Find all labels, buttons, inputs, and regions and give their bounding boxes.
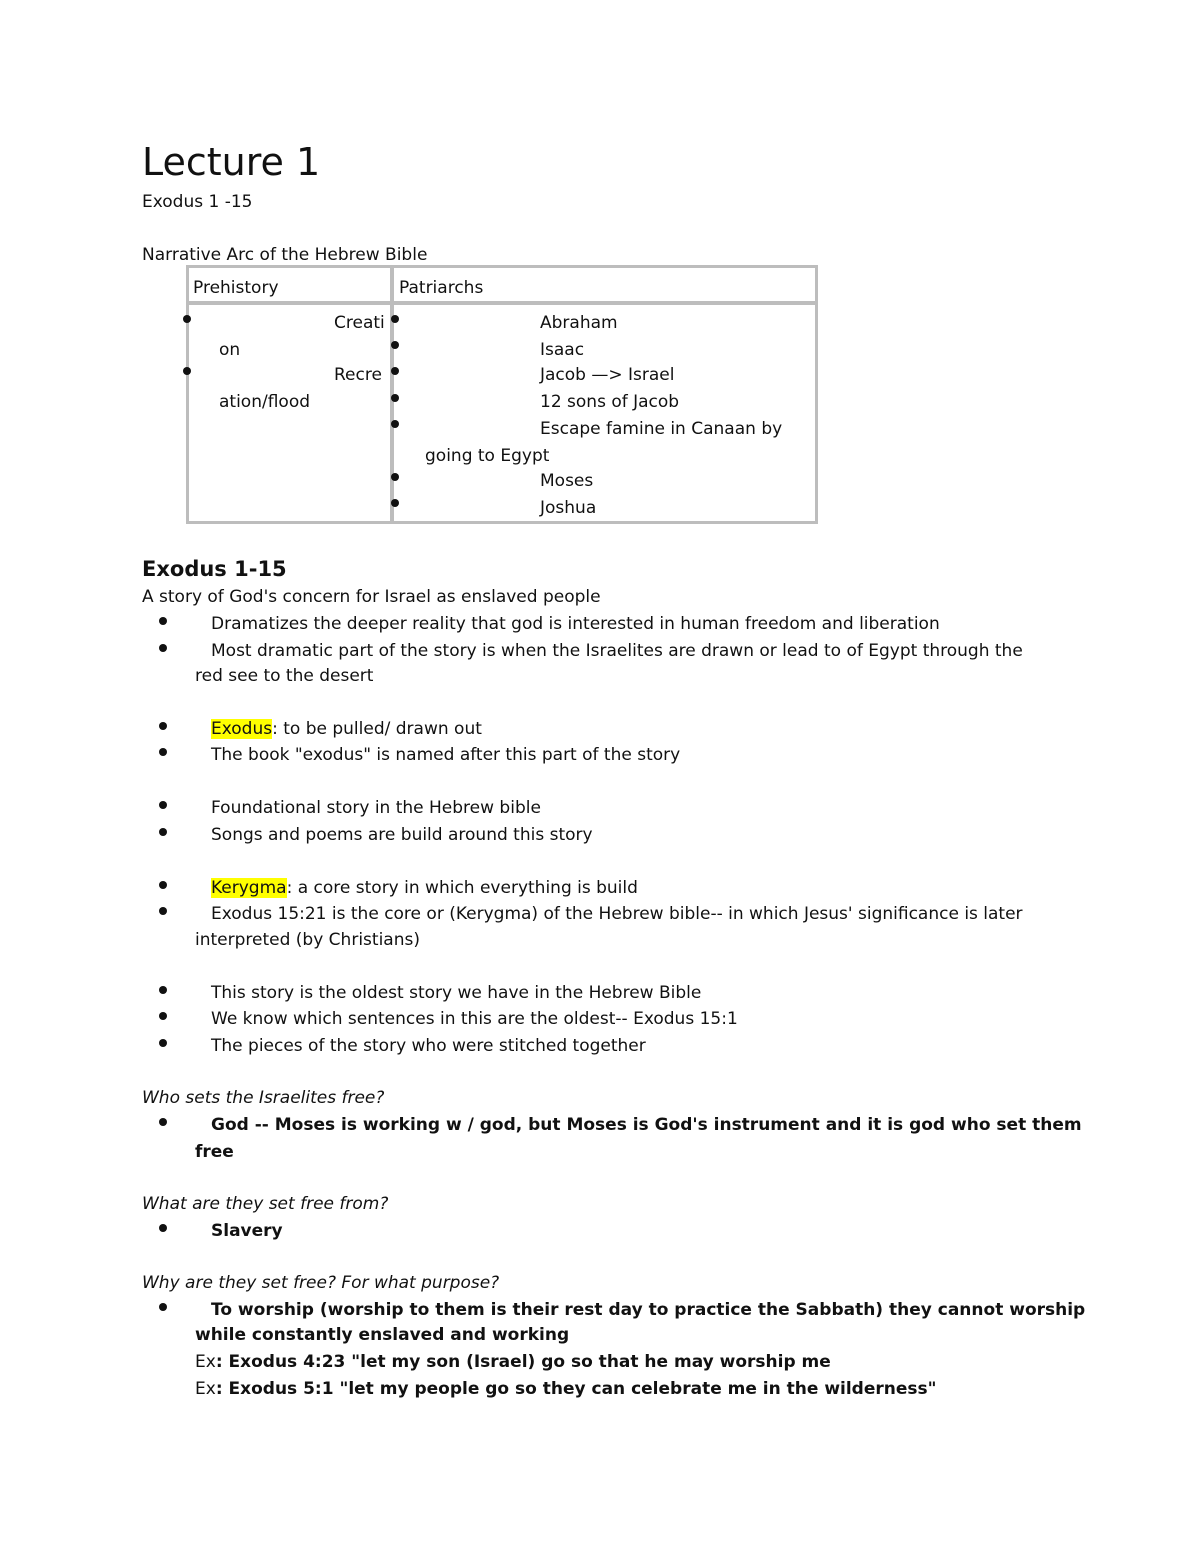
example-line [195, 1350, 831, 1374]
table-header-divider [186, 301, 818, 305]
list-item: Most dramatic part of the story is when the Israelites are drawn or lead to of Egypt through the [211, 641, 1023, 661]
question-who: Who sets the Israelites free? [142, 1088, 385, 1108]
bullet-icon [183, 315, 191, 323]
example-prefix: Ex [195, 1379, 216, 1399]
prehistory-creation-part2: on [219, 340, 241, 360]
bullet-icon [159, 801, 167, 809]
example-text: : Exodus 4:23 "let my son (Israel) go so that he may worship me [215, 1352, 831, 1372]
bullet-icon [159, 748, 167, 756]
question-purpose: Why are they set free? For what purpose? [142, 1273, 500, 1293]
bullet-icon [391, 341, 399, 349]
section-intro: A story of God's concern for Israel as enslaved people [142, 587, 601, 607]
term-definition: : a core story in which everything is build [286, 878, 638, 898]
bullet-icon [391, 394, 399, 402]
list-item-continued: red see to the desert [195, 666, 374, 686]
bullet-icon [159, 722, 167, 730]
list-item-continued: interpreted (by Christians) [195, 930, 420, 950]
example-text: : Exodus 5:1 "let my people go so they can celebrate me in the wilderness" [215, 1379, 937, 1399]
list-item: The pieces of the story who were stitched together [211, 1036, 646, 1056]
list-item: The book "exodus" is named after this part of the story [211, 745, 681, 765]
list-item [211, 876, 638, 900]
answer-who-continued: free [195, 1142, 234, 1162]
bullet-icon [159, 617, 167, 625]
bullet-icon [391, 499, 399, 507]
answer-from-what: Slavery [211, 1221, 283, 1241]
prehistory-recreation-part2: ation/flood [219, 392, 311, 412]
patriarch-item-continued: going to Egypt [425, 446, 550, 466]
prehistory-creation-part1: Creati [334, 313, 385, 333]
list-item: We know which sentences in this are the oldest-- Exodus 15:1 [211, 1009, 738, 1029]
patriarch-item: Jacob —> Israel [540, 365, 675, 385]
example-line [195, 1377, 937, 1401]
bullet-icon [391, 473, 399, 481]
list-item: Exodus 15:21 is the core or (Kerygma) of the Hebrew bible-- in which Jesus' significance is later [211, 904, 1023, 924]
answer-purpose-continued: while constantly enslaved and working [195, 1325, 570, 1345]
table-header-prehistory: Prehistory [193, 278, 279, 298]
answer-purpose: To worship (worship to them is their rest day to practice the Sabbath) they cannot worship [211, 1300, 1086, 1320]
highlighted-term: Exodus [211, 719, 273, 739]
document-subtitle: Exodus 1 -15 [142, 192, 253, 212]
bullet-icon [159, 1224, 167, 1232]
bullet-icon [159, 881, 167, 889]
bullet-icon [159, 1039, 167, 1047]
list-item: Songs and poems are build around this story [211, 825, 593, 845]
example-prefix: Ex [195, 1352, 216, 1372]
highlighted-term: Kerygma [211, 878, 287, 898]
term-definition: : to be pulled/ drawn out [272, 719, 482, 739]
bullet-icon [391, 367, 399, 375]
patriarch-item: Joshua [540, 498, 597, 518]
bullet-icon [159, 986, 167, 994]
patriarch-item: Abraham [540, 313, 618, 333]
list-item: This story is the oldest story we have in the Hebrew Bible [211, 983, 702, 1003]
table-header-patriarchs: Patriarchs [399, 278, 484, 298]
patriarch-item: Escape famine in Canaan by [540, 419, 783, 439]
list-item: Foundational story in the Hebrew bible [211, 798, 541, 818]
answer-who: God -- Moses is working w / god, but Moses is God's instrument and it is god who set them [211, 1115, 1082, 1135]
document-title: Lecture 1 [142, 140, 321, 184]
patriarch-item: 12 sons of Jacob [540, 392, 680, 412]
bullet-icon [159, 1012, 167, 1020]
bullet-icon [159, 907, 167, 915]
bullet-icon [391, 420, 399, 428]
table-caption: Narrative Arc of the Hebrew Bible [142, 245, 428, 265]
patriarch-item: Moses [540, 471, 594, 491]
bullet-icon [159, 1303, 167, 1311]
list-item [211, 717, 482, 741]
bullet-icon [159, 1118, 167, 1126]
bullet-icon [159, 828, 167, 836]
bullet-icon [391, 315, 399, 323]
patriarch-item: Isaac [540, 340, 585, 360]
bullet-icon [183, 367, 191, 375]
section-heading: Exodus 1-15 [142, 557, 287, 581]
question-from-what: What are they set free from? [142, 1194, 389, 1214]
bullet-icon [159, 644, 167, 652]
prehistory-recreation-part1: Recre [334, 365, 382, 385]
list-item: Dramatizes the deeper reality that god is interested in human freedom and liberation [211, 614, 940, 634]
